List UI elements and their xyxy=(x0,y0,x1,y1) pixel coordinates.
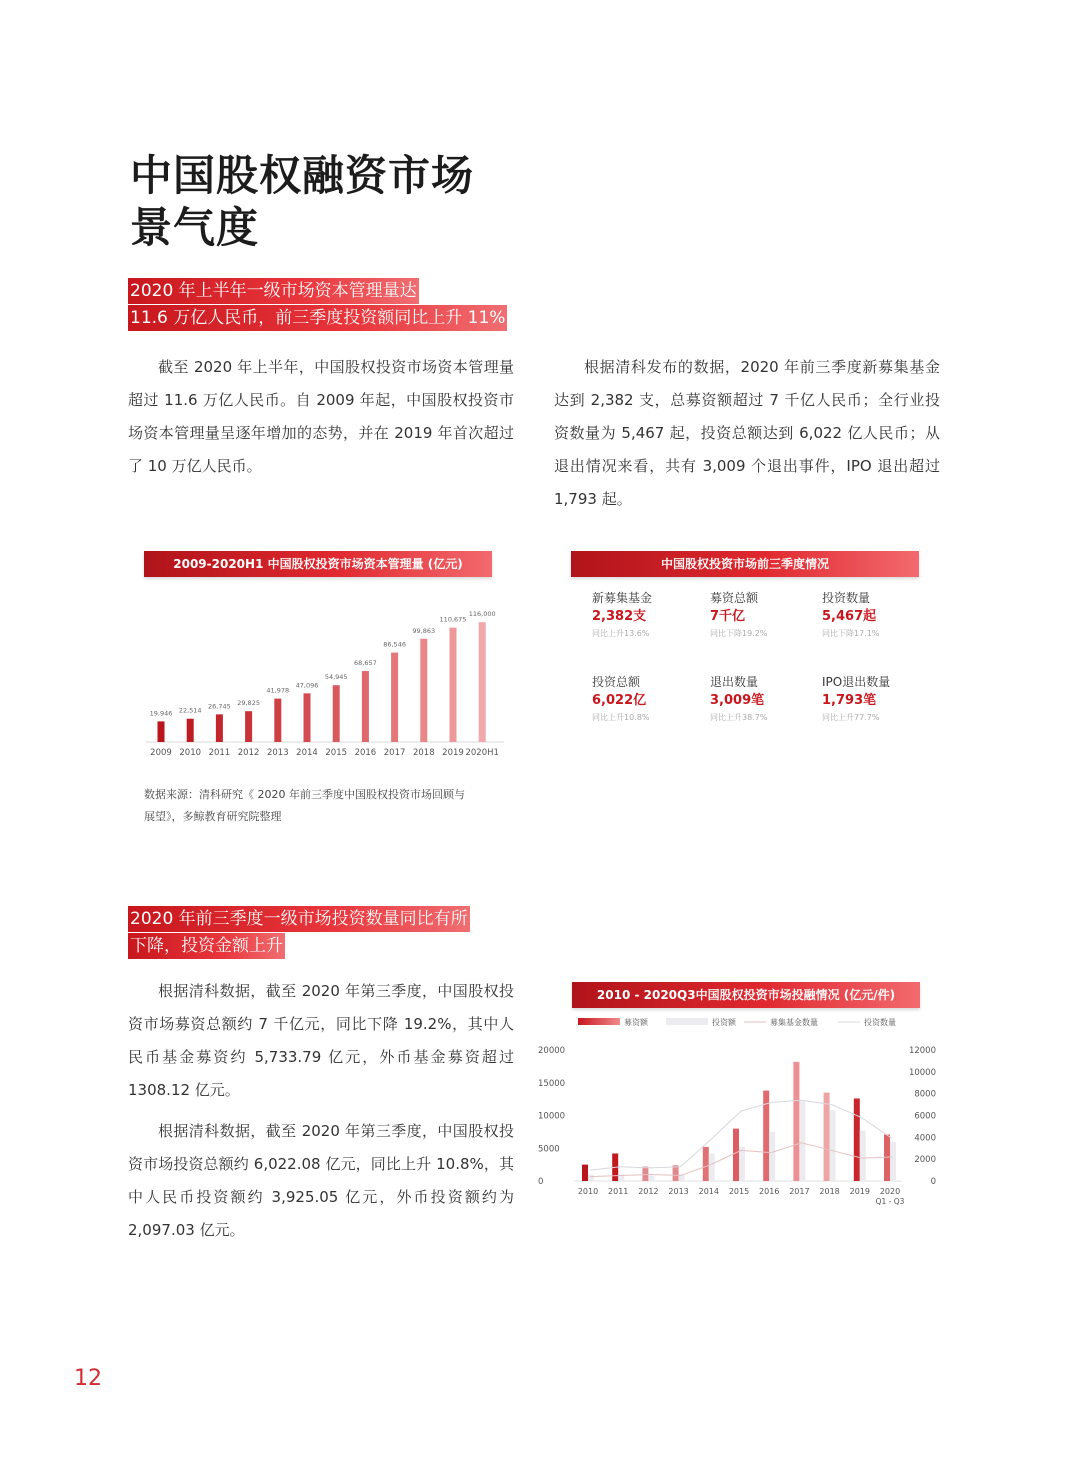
section1-paragraph-left: 截至 2020 年上半年，中国股权投资市场资本管理量超过 11.6 万亿人民币。自 2009 年起，中国股权投资市场资本管理量呈逐年增加的态势，并在 2019 年首次超过了 10 万亿人民币。 xyxy=(128,358,514,475)
data-source-note xyxy=(144,784,524,828)
chart1-title-banner: 2009-2020H1 中国股权投资市场资本管理量 (亿元) xyxy=(144,551,492,577)
stat-value: 3,009笔 xyxy=(710,693,765,708)
stat-fundraising-total xyxy=(710,589,820,641)
chart1-x-tick-label: 2020H1 xyxy=(465,748,499,758)
chart2-fundraising-bar xyxy=(884,1134,890,1181)
section1-highlight xyxy=(128,278,507,332)
chart2-x-tick-label: 2018 xyxy=(819,1187,840,1196)
chart1-value-label: 68,657 xyxy=(354,659,377,668)
stat-value: 5,467起 xyxy=(822,609,877,624)
section2-highlight-line2: 下降，投资金额上升 xyxy=(128,933,285,959)
stats-title-banner: 中国股权投资市场前三季度情况 xyxy=(571,551,919,577)
chart1-bar xyxy=(304,693,311,742)
chart2-x-tick-label: 2017 xyxy=(789,1187,810,1196)
chart2-left-tick-label: 5000 xyxy=(538,1144,560,1155)
chart2-fundraising-bar xyxy=(582,1165,588,1181)
chart1-x-tick-label: 2013 xyxy=(266,748,289,758)
chart2-x-tick-label: 2016 xyxy=(759,1187,780,1196)
chart1-x-tick-label: 2015 xyxy=(325,748,348,758)
chart1-value-label: 116,000 xyxy=(468,610,496,619)
chart2-legend-label: 投资数量 xyxy=(864,1018,896,1027)
chart1-x-tick-label: 2017 xyxy=(383,748,406,758)
stat-label: 退出数量 xyxy=(710,675,759,689)
chart2-left-tick-label: 15000 xyxy=(538,1078,566,1089)
chart2-left-tick-label: 20000 xyxy=(538,1046,566,1056)
chart1-value-label: 29,825 xyxy=(237,699,260,708)
stat-investment-total xyxy=(592,673,702,725)
chart1-value-label: 99,863 xyxy=(412,626,436,635)
chart2-x-tick-label: 2014 xyxy=(698,1187,719,1196)
chart1-x-tick-label: 2014 xyxy=(296,748,318,758)
stat-change: 同比下降19.2% xyxy=(710,629,768,638)
chart2-left-tick-label: 0 xyxy=(538,1177,544,1187)
chart2-fundraising-bar xyxy=(854,1098,860,1181)
chart1-bar xyxy=(362,671,369,742)
section1-paragraph-right: 根据清科发布的数据，2020 年前三季度新募集基金达到 2,382 支，总募资额超过 7 千亿人民币；全行业投资数量为 5,467 起，投资总额达到 6,022 亿人民币；从退出情况来看，共有 3,009 个退出事件，IPO 退出超过 1,793 起。 xyxy=(554,358,940,508)
chart1-value-label: 54,945 xyxy=(324,673,348,682)
chart2-legend-swatch xyxy=(666,1018,708,1025)
chart1-bar xyxy=(158,721,165,742)
capital-management-bar-chart xyxy=(140,580,520,765)
chart2-right-tick-label: 8000 xyxy=(914,1089,936,1100)
chart1-x-tick-label: 2010 xyxy=(179,748,202,758)
chart2-investment-bar xyxy=(769,1132,775,1181)
chart1-bar xyxy=(333,685,340,742)
chart2-investment-bar xyxy=(588,1174,594,1181)
stat-value: 7千亿 xyxy=(710,609,746,624)
chart2-x-tick-label: 2015 xyxy=(728,1187,750,1196)
chart1-value-label: 47,096 xyxy=(295,681,319,690)
chart1-bar xyxy=(245,711,252,742)
stat-exit-count xyxy=(710,673,820,725)
section2-paragraph-2: 根据清科数据，截至 2020 年第三季度，中国股权投资市场投资总额约 6,022.08 亿元，同比上升 10.8%，其中人民币投资额约 3,925.05 亿元，外币投资额约为 2,097.03 亿元。 xyxy=(128,1122,514,1239)
chart2-fundraising-bar xyxy=(733,1129,739,1181)
chart2-x-tick-label: 2020 xyxy=(879,1187,901,1196)
chart2-investment-bar xyxy=(830,1110,836,1181)
chart1-bar xyxy=(274,699,281,742)
stat-label: 新募集基金 xyxy=(592,591,653,605)
chart1-value-label: 41,978 xyxy=(266,686,290,695)
chart1-x-tick-label: 2019 xyxy=(442,748,464,758)
chart2-investment-bar xyxy=(739,1147,745,1181)
chart2-fundraising-bar xyxy=(703,1147,709,1181)
chart1-x-tick-label: 2009 xyxy=(150,748,172,758)
stat-value: 6,022亿 xyxy=(592,693,647,708)
chart2-right-tick-label: 12000 xyxy=(908,1046,936,1056)
section2-highlight xyxy=(128,906,470,960)
chart2-legend-label: 募资额 xyxy=(624,1018,648,1027)
chart1-bar xyxy=(479,622,486,742)
page-number: 12 xyxy=(74,1366,102,1391)
chart1-bar xyxy=(216,714,223,742)
chart2-x-tick-label: 2010 xyxy=(577,1187,599,1196)
chart1-bar xyxy=(450,628,457,742)
chart1-value-label: 19,946 xyxy=(149,709,173,718)
chart2-x-tick-label: 2012 xyxy=(638,1187,659,1196)
chart2-title-banner: 2010 - 2020Q3中国股权投资市场投融情况 (亿元/件) xyxy=(572,982,920,1008)
fundraising-investment-chart xyxy=(530,1010,936,1215)
chart1-value-label: 26,745 xyxy=(208,702,231,711)
chart2-investment-bar xyxy=(799,1101,805,1181)
chart2-right-tick-label: 10000 xyxy=(908,1067,936,1078)
chart2-fundraising-bar xyxy=(673,1165,679,1181)
stat-change: 同比上升77.7% xyxy=(822,713,880,722)
chart1-bar xyxy=(391,653,398,742)
chart1-value-label: 86,546 xyxy=(383,640,406,649)
chart2-investment-bar xyxy=(860,1131,866,1181)
page-title-line1: 中国股权融资市场 xyxy=(130,151,475,200)
chart2-right-tick-label: 4000 xyxy=(914,1133,936,1144)
stat-change: 同比上升13.6% xyxy=(592,629,650,638)
chart2-fundraising-bar xyxy=(793,1062,799,1181)
chart2-right-tick-label: 0 xyxy=(930,1177,936,1187)
chart2-investment-bar xyxy=(648,1176,654,1181)
data-source-line1: 数据来源：清科研究《 2020 年前三季度中国股权投资市场回顾与 xyxy=(144,788,465,801)
stat-label: 投资总额 xyxy=(592,675,641,689)
chart2-investment-bar xyxy=(890,1142,896,1181)
chart1-bar xyxy=(187,719,194,742)
data-source-line2: 展望》，多鲸教育研究院整理 xyxy=(144,810,282,823)
stat-value: 2,382支 xyxy=(592,609,647,624)
chart2-legend-label: 投资额 xyxy=(712,1018,736,1027)
chart2-fundraising-bar xyxy=(824,1093,830,1181)
stat-change: 同比上升10.8% xyxy=(592,713,650,722)
page-title xyxy=(130,150,474,254)
chart2-x-tick-label: 2013 xyxy=(668,1187,689,1196)
stat-new-funds xyxy=(592,589,702,641)
chart1-x-tick-label: 2012 xyxy=(237,748,260,758)
stat-value: 1,793笔 xyxy=(822,693,877,708)
chart1-value-label: 110,675 xyxy=(439,615,467,624)
chart2-legend-label: 募集基金数量 xyxy=(770,1018,818,1027)
section2-highlight-line1: 2020 年前三季度一级市场投资数量同比有所 xyxy=(128,906,470,932)
chart2-x-tick-label: 2019 xyxy=(849,1187,870,1196)
section1-highlight-line1: 2020 年上半年一级市场资本管理量达 xyxy=(128,278,419,304)
chart1-x-tick-label: 2016 xyxy=(354,748,377,758)
chart2-investment-bar xyxy=(709,1153,715,1181)
chart2-legend-swatch xyxy=(578,1018,620,1025)
chart2-left-tick-label: 10000 xyxy=(538,1111,566,1122)
chart2-right-tick-label: 2000 xyxy=(914,1155,936,1166)
chart2-x-tick-label: 2011 xyxy=(608,1187,629,1196)
section1-highlight-line2: 11.6 万亿人民币，前三季度投资额同比上升 11% xyxy=(128,305,507,331)
stat-change: 同比下降17.1% xyxy=(822,629,880,638)
chart1-value-label: 22,514 xyxy=(178,706,202,715)
stat-label: 募资总额 xyxy=(710,591,759,605)
chart2-right-tick-label: 6000 xyxy=(914,1111,936,1122)
chart2-fundraising-bar xyxy=(642,1167,648,1181)
page-title-line2: 景气度 xyxy=(130,203,260,252)
stat-change: 同比上升38.7% xyxy=(710,713,768,722)
chart1-bar xyxy=(420,639,427,742)
chart1-x-tick-label: 2018 xyxy=(412,748,435,758)
stat-label: 投资数量 xyxy=(822,591,871,605)
chart2-x-sublabel: Q1 - Q3 xyxy=(875,1197,905,1206)
stat-investment-count xyxy=(822,589,932,641)
stat-ipo-exit-count xyxy=(822,673,932,725)
chart1-x-tick-label: 2011 xyxy=(208,748,231,758)
section2-paragraph-1: 根据清科数据，截至 2020 年第三季度，中国股权投资市场募资总额约 7 千亿元，同比下降 19.2%，其中人民币基金募资约 5,733.79 亿元，外币基金募资超过 1308.12 亿元。 xyxy=(128,982,514,1099)
stat-label: IPO退出数量 xyxy=(822,675,891,689)
